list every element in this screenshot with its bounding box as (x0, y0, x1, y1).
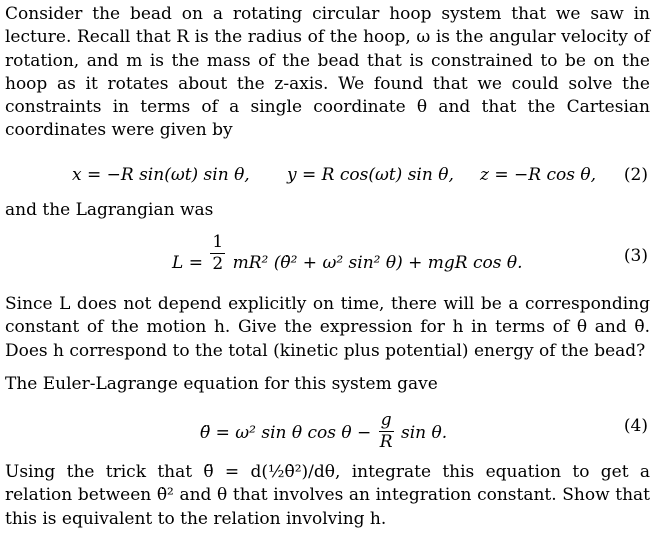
intro-paragraph (5, 3, 650, 143)
eq3-frac-den: 2 (212, 254, 224, 274)
intro-text: Consider the bead on a rotating circular hoop system that we saw in lecture. Recall that R is the radius of the hoop, ω is the angular velocity of rotation, and m is the mass of the bead that is constrained to be on the hoop as it rotates about the z-axis. We found that we could solve the constraints in terms of a single coordinate θ and that the Cartesian coordinates were given by (5, 4, 650, 141)
integration-task-text: Using the trick that θ̈ = d(½θ̇²)/dθ, integrate this equation to get a relation between θ̇² and θ that involves an integration constant. Show that this is equivalent to the relation involving h. (5, 462, 650, 529)
lagrangian-intro (5, 199, 650, 222)
eq4-lhs: θ̈ = ω² sin θ cos θ − (200, 423, 372, 443)
eq3-expression (172, 232, 523, 283)
equation-4 (0, 406, 654, 450)
eq4-rhs: sin θ. (401, 423, 448, 443)
eq2-number: (2) (623, 165, 648, 185)
eq4-fraction (379, 412, 394, 451)
eq2-x: x = −R sin(ωt) sin θ, (72, 165, 250, 185)
euler-lagrange-intro (5, 373, 650, 396)
eq3-body: mR² (θ̇² + ω² sin² θ) + mgR cos θ. (232, 253, 523, 273)
eq4-number: (4) (623, 416, 648, 436)
eq2-y: y = R cos(ωt) sin θ, (287, 165, 454, 185)
euler-lagrange-text: The Euler-Lagrange equation for this system gave (5, 374, 438, 394)
eq2-z: z = −R cos θ, (480, 165, 596, 185)
constant-question (5, 293, 650, 363)
eq3-frac-num: 1 (212, 232, 224, 252)
eq4-expression (200, 410, 448, 453)
integration-task (5, 461, 650, 531)
eq3-number: (3) (623, 246, 648, 266)
eq3-fraction (210, 234, 225, 273)
eq4-frac-den: R (379, 432, 393, 452)
eq4-frac-num: g (380, 410, 392, 430)
constant-question-text: Since L does not depend explicitly on time, there will be a corresponding constant of the motion h. Give the expression for h in terms of θ and θ̇. Does h correspond to the total (kinetic plus potential) energy of the bead? (5, 294, 650, 361)
equation-3 (0, 232, 654, 280)
lagrangian-intro-text: and the Lagrangian was (5, 200, 214, 220)
eq3-lhs: L = (172, 253, 203, 273)
